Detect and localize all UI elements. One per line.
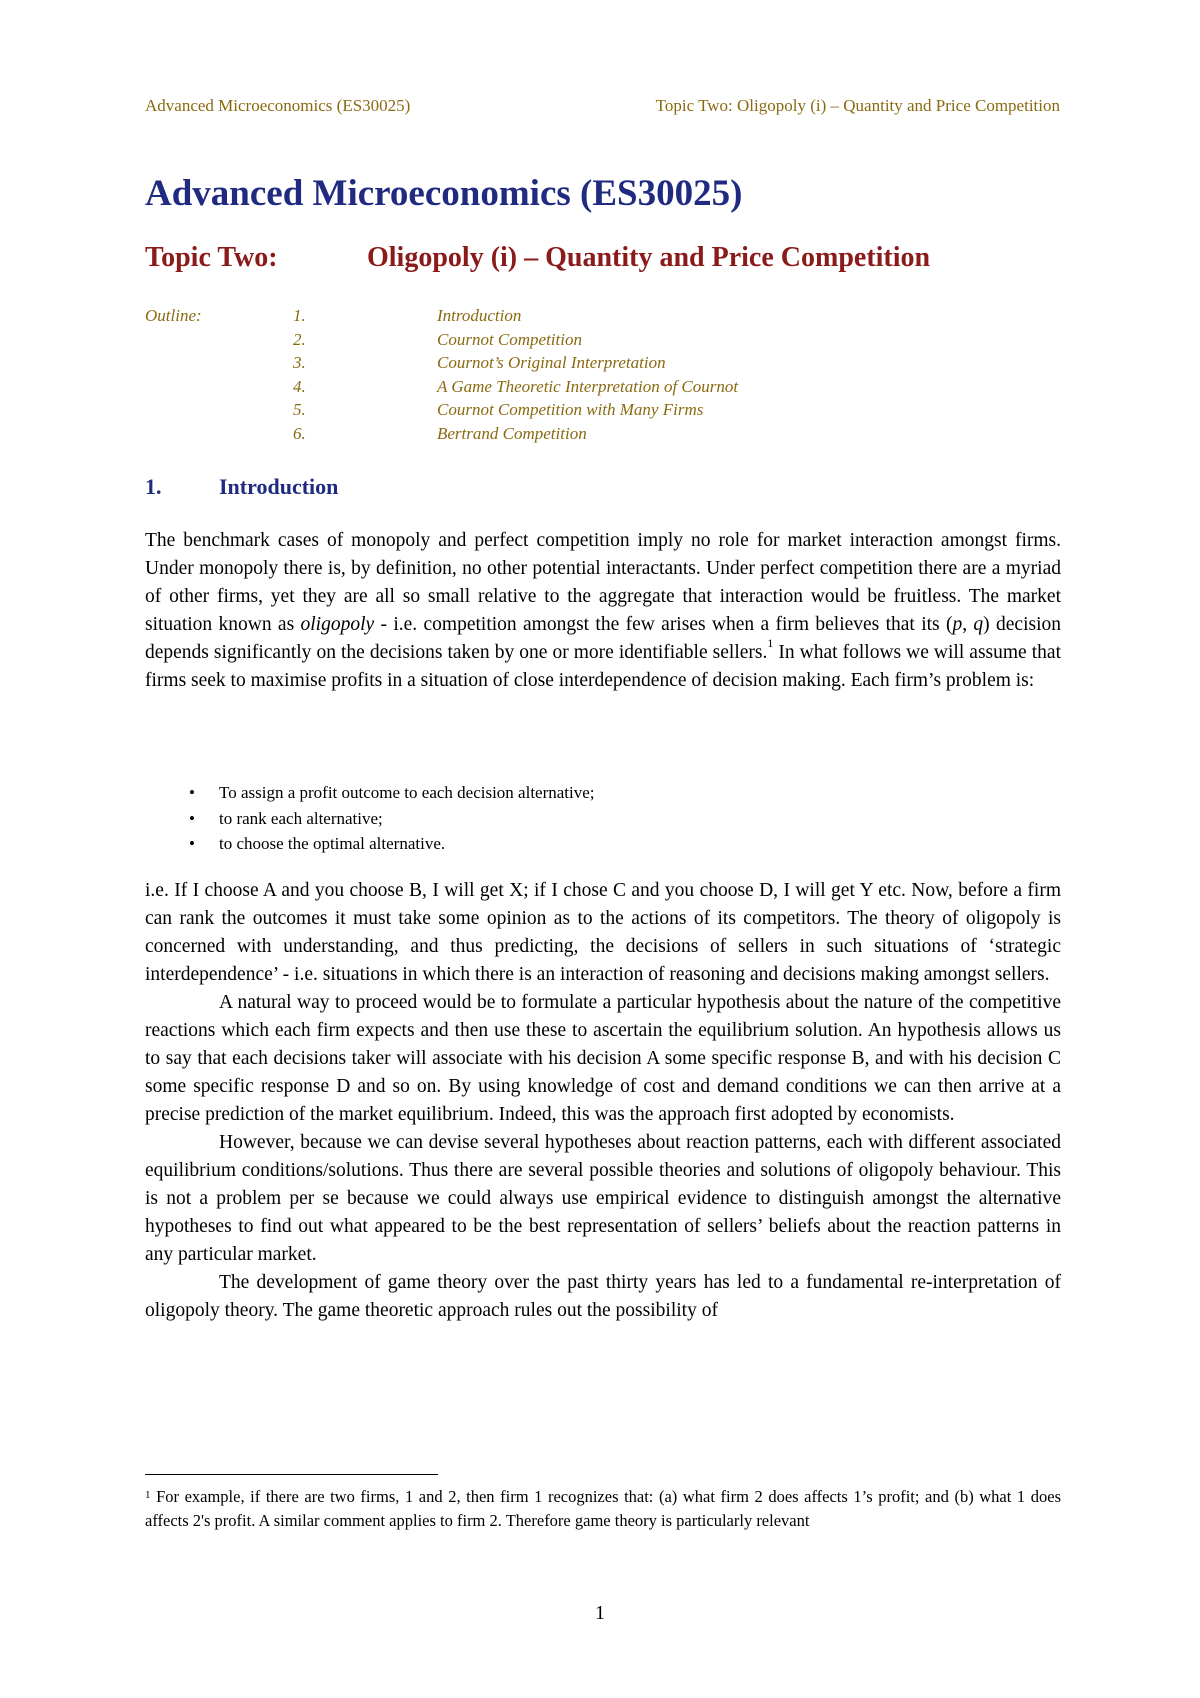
bullet-icon: • [189, 808, 195, 828]
outline-item-number: 4. [293, 376, 306, 396]
topic-text: Oligopoly (i) – Quantity and Price Competition [367, 242, 931, 273]
section-number: 1. [145, 474, 162, 499]
list-item [145, 780, 1061, 806]
outline-item-text: Introduction [437, 306, 522, 325]
outline-item-number: 2. [293, 329, 306, 349]
variable-q: q [973, 614, 984, 635]
list-item-text: to rank each alternative; [219, 808, 383, 828]
topic-label: Topic Two: [145, 242, 278, 273]
section-title: Introduction [219, 474, 339, 499]
outline-item-number: 1. [293, 306, 306, 325]
page-number: 1 [595, 1602, 605, 1624]
bullet-icon: • [189, 834, 195, 853]
outline-item-text: Cournot’s Original Interpretation [437, 353, 666, 372]
outline-item-text: Cournot Competition with Many Firms [437, 400, 704, 419]
paragraph-however: However, because we can devise several hypotheses about reaction patterns, each with different associated equilibrium conditions/solutions. Thus there are several possible theories and solutions of oligopoly behaviour. This is not a problem per se because we could always use empirical evidence to distinguish amongst the alternative hypotheses to find out what appeared to be the best representation of sellers’ beliefs about the reaction patterns in any particular market. [145, 1132, 1061, 1265]
outline-item-number: 5. [293, 400, 306, 419]
section-heading [145, 474, 338, 500]
variable-p: p [952, 614, 963, 635]
paragraph-intro [145, 527, 1061, 695]
text-run: The benchmark cases of monopoly and perfect competition imply no role for market interaction amongst firms. Under monopoly there is, by definition, no other potential interactants. Under perfect competition there are a myriad of other firms, yet they are all so small relative to the aggregate that interaction would be fruitless. The market situation known as [145, 530, 1061, 635]
paragraph-ie: i.e. If I choose A and you choose B, I will get X; if I chose C and you choose D, I will get Y etc. Now, before a firm can rank the outcomes it must take some opinion as to the actions of its competitors. The theory of oligopoly is concerned with understanding, and thus predicting, the decisions of sellers in such situations of ‘strategic interdependence’ - i.e. situations in which there is an interaction of reasoning and decisions making amongst sellers. [145, 880, 1061, 985]
list-item-text: To assign a profit outcome to each decision alternative; [219, 783, 595, 802]
footnote-separator [145, 1474, 438, 1475]
text-run: ) decision depends significantly on the decisions taken by one or more identifiable sellers. [145, 614, 1061, 663]
text-run: In what follows we will assume that firms seek to maximise profits in a situation of close interdependence of decision making. Each firm’s problem is: [145, 642, 1061, 691]
bullet-list [145, 780, 1061, 857]
text-run: - i.e. competition amongst the few arises when a firm believes that its ( [374, 614, 953, 635]
list-item [145, 806, 1061, 832]
outline-item-text: A Game Theoretic Interpretation of Cournot [437, 376, 739, 396]
footnote [145, 1485, 1061, 1532]
footnote-reference[interactable]: 1 [767, 636, 774, 650]
list-item [145, 831, 1061, 857]
outline-item-text: Bertrand Competition [437, 423, 587, 443]
document-title: Advanced Microeconomics (ES30025) [145, 173, 743, 214]
list-item-text: to choose the optimal alternative. [219, 834, 446, 853]
outline-item-number: 3. [293, 353, 306, 372]
outline-item-number: 6. [293, 423, 306, 443]
text-run: , [962, 614, 974, 635]
term-oligopoly: oligopoly [300, 614, 375, 635]
bullet-icon: • [189, 783, 195, 802]
paragraph-hypothesis: A natural way to proceed would be to formulate a particular hypothesis about the nature of the competitive reactions which each firm expects and then use these to ascertain the equilibrium solution. An hypothesis allows us to say that each decisions taker will associate with his decision A some specific response B, and with his decision C some specific response D and so on. By using knowledge of cost and demand conditions we can then arrive at a precise prediction of the market equilibrium. Indeed, this was the approach first adopted by economists. [145, 992, 1061, 1125]
outline-item-text: Cournot Competition [437, 329, 582, 349]
topic-heading [145, 242, 930, 274]
paragraph-game-theory: The development of game theory over the past thirty years has led to a fundamental re-interpretation of oligopoly theory. The game theoretic approach rules out the possibility of [145, 1272, 1061, 1321]
running-header-right: Topic Two: Oligopoly (i) – Quantity and Price Competition [655, 96, 1060, 115]
body-continuation [145, 877, 1061, 1325]
footnote-text: For example, if there are two firms, 1 and 2, then firm 1 recognizes that: (a) what firm 2 does affects 1’s profit; and (b) what 1 does affects 2's profit. A similar comment applies to firm 2. Therefore game theory is particularly relevant [145, 1487, 1061, 1530]
footnote-mark: 1 [145, 1489, 151, 1501]
running-header-left: Advanced Microeconomics (ES30025) [145, 96, 411, 115]
outline-label: Outline: [145, 306, 202, 325]
